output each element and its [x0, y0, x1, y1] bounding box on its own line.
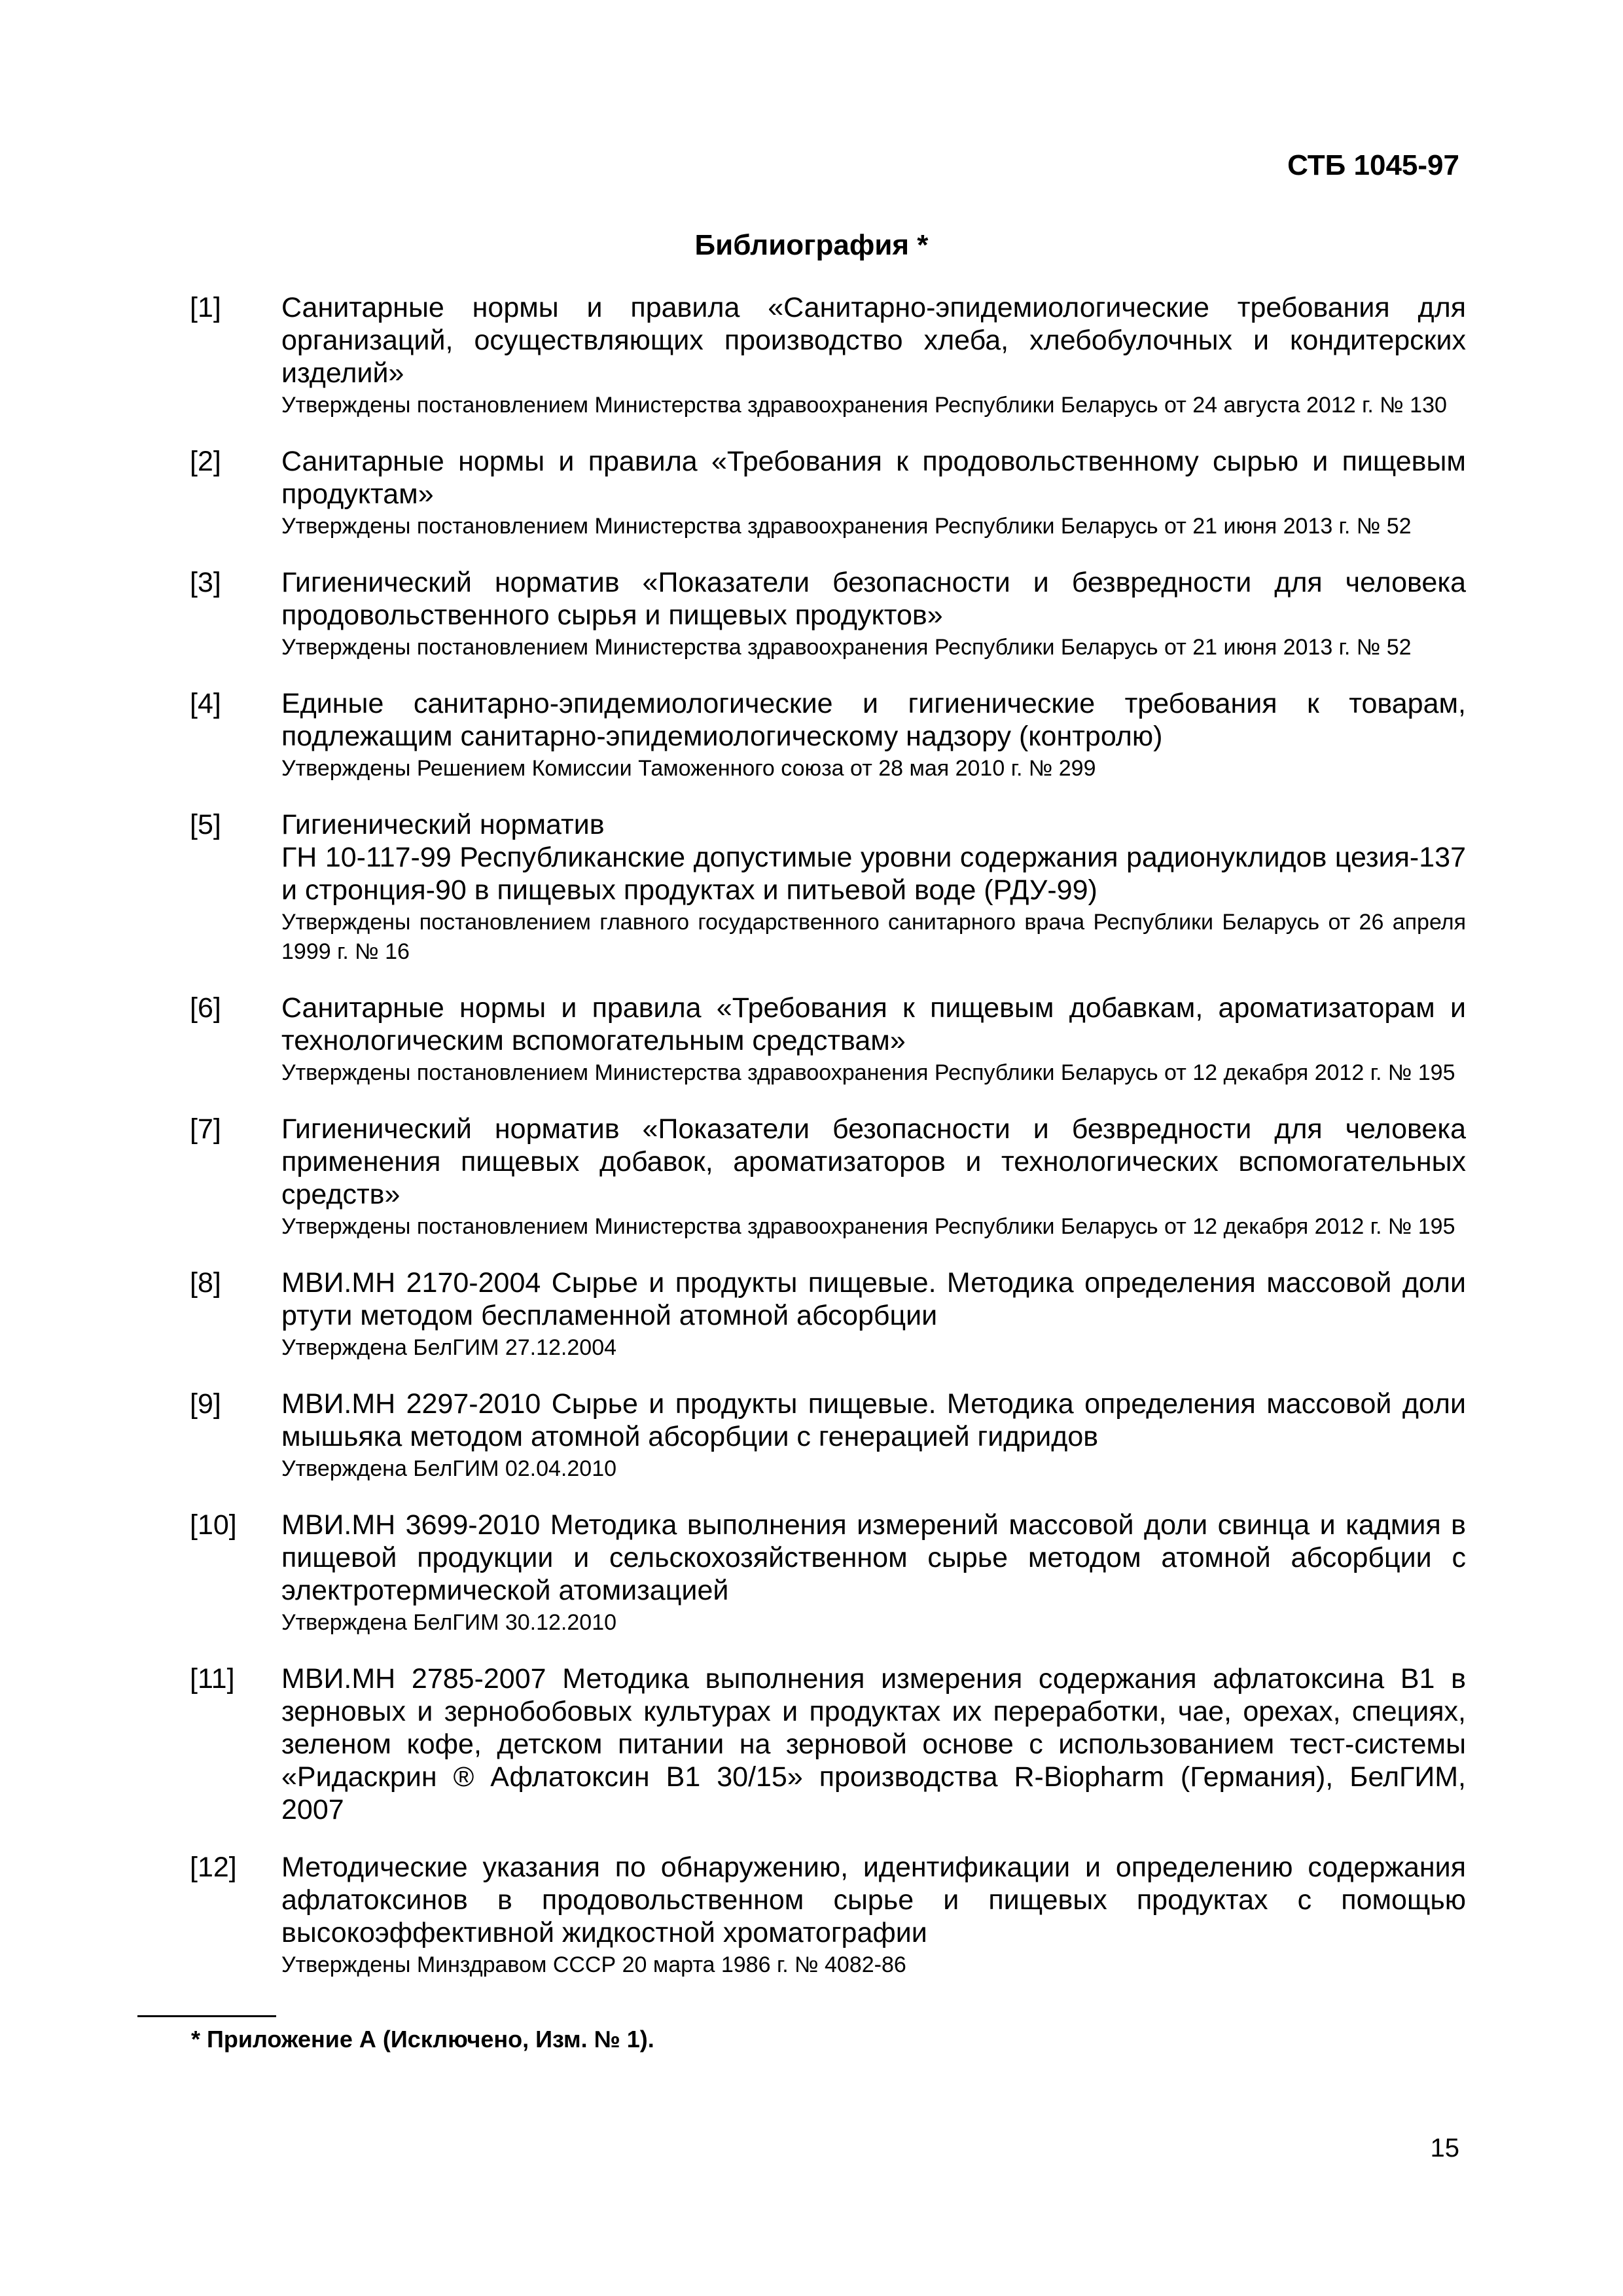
entry-approval: Утверждены постановлением Министерства здравоохранения Республики Беларусь от 12 декабря 2012 г. № 195: [281, 1214, 1455, 1239]
entry-approval: Утверждены постановлением главного государственного санитарного врача Республики Беларусь от 26 апреля 1999 г. № 16: [281, 910, 1466, 964]
entry-title: МВИ.МН 2785-2007 Методика выполнения измерения содержания афлатоксина В1 в зерновых и зернобобовых культурах и продуктах их переработки, чае, орехах, специях, зеленом кофе, детском питании на зерновой основе с использованием тест-системы «Ридаскрин ® Афлатоксин В1 30/15» производства R-Biopharm (Германия), БелГИМ, 2007: [281, 1663, 1466, 1825]
entry-number: [3]: [190, 567, 221, 598]
entry-number: [9]: [190, 1388, 221, 1420]
entry-number: [12]: [190, 1852, 237, 1883]
bibliography-entry: [190, 687, 1466, 783]
entry-title: Единые санитарно-эпидемиологические и гигиенические требования к товарам, подлежащим санитарно-эпидемиологическому надзору (контролю): [281, 688, 1466, 752]
bibliography-entry: [190, 1388, 1466, 1484]
footnote: * Приложение А (Исключено, Изм. № 1).: [191, 2026, 654, 2053]
bibliography-list: [190, 291, 1466, 2005]
entry-approval: Утверждена БелГИМ 30.12.2010: [281, 1610, 617, 1635]
entry-title: Санитарные нормы и правила «Требования к пищевым добавкам, ароматизаторам и технологическим вспомогательным средствам»: [281, 992, 1466, 1056]
bibliography-entry: [190, 1266, 1466, 1363]
entry-approval: Утверждены постановлением Министерства здравоохранения Республики Беларусь от 12 декабря 2012 г. № 195: [281, 1060, 1455, 1085]
entry-title: МВИ.МН 3699-2010 Методика выполнения измерений массовой доли свинца и кадмия в пищевой продукции и сельскохозяйственном сырье методом атомной абсорбции с электротермической атомизацией: [281, 1509, 1466, 1606]
entry-approval: Утверждена БелГИМ 02.04.2010: [281, 1456, 617, 1481]
entry-title: Санитарные нормы и правила «Требования к продовольственному сырью и пищевым продуктам»: [281, 446, 1466, 510]
entry-title: МВИ.МН 2170-2004 Сырье и продукты пищевые. Методика определения массовой доли ртути методом беспламенной атомной абсорбции: [281, 1267, 1466, 1331]
page-number: 15: [1430, 2134, 1459, 2162]
entry-title: Гигиенический норматив «Показатели безопасности и безвредности для человека продовольственного сырья и пищевых продуктов»: [281, 567, 1466, 631]
entry-approval: Утверждены Минздравом СССР 20 марта 1986 г. № 4082-86: [281, 1952, 906, 1977]
entry-number: [7]: [190, 1113, 221, 1145]
entry-number: [4]: [190, 688, 221, 719]
footnote-divider: [137, 2015, 276, 2017]
entry-number: [2]: [190, 446, 221, 477]
bibliography-entry: [190, 445, 1466, 541]
entry-title: Гигиенический норматив ГН 10-117-99 Республиканские допустимые уровни содержания радионуклидов цезия-137 и стронция-90 в пищевых продуктах и питьевой воде (РДУ-99): [281, 809, 1466, 906]
entry-title: МВИ.МН 2297-2010 Сырье и продукты пищевые. Методика определения массовой доли мышьяка методом атомной абсорбции с генерацией гидридов: [281, 1388, 1466, 1452]
entry-approval: Утверждены постановлением Министерства здравоохранения Республики Беларусь от 24 августа 2012 г. № 130: [281, 393, 1447, 418]
entry-approval: Утверждены Решением Комиссии Таможенного союза от 28 мая 2010 г. № 299: [281, 756, 1096, 781]
entry-title: Гигиенический норматив «Показатели безопасности и безвредности для человека применения пищевых добавок, ароматизаторов и технологических вспомогательных средств»: [281, 1113, 1466, 1210]
entry-title: Санитарные нормы и правила «Санитарно-эпидемиологические требования для организаций, осуществляющих производство хлеба, хлебобулочных и кондитерских изделий»: [281, 292, 1466, 389]
bibliography-entry: [190, 291, 1466, 420]
entry-number: [8]: [190, 1267, 221, 1299]
entry-number: [1]: [190, 292, 221, 323]
page-title: Библиография *: [694, 229, 929, 261]
entry-number: [5]: [190, 809, 221, 840]
bibliography-entry: [190, 1113, 1466, 1242]
entry-number: [10]: [190, 1509, 237, 1541]
entry-title: Методические указания по обнаружению, идентификации и определению содержания афлатоксинов в продовольственном сырье и пищевых продуктах с помощью высокоэффективной жидкостной хроматографии: [281, 1852, 1466, 1948]
bibliography-entry: [190, 1509, 1466, 1638]
bibliography-entry: [190, 808, 1466, 967]
bibliography-entry: [190, 1851, 1466, 1980]
entry-approval: Утверждена БелГИМ 27.12.2004: [281, 1335, 617, 1360]
entry-number: [6]: [190, 992, 221, 1024]
bibliography-entry: [190, 992, 1466, 1088]
bibliography-entry: [190, 566, 1466, 662]
entry-approval: Утверждены постановлением Министерства здравоохранения Республики Беларусь от 21 июня 2013 г. № 52: [281, 635, 1412, 660]
entry-approval: Утверждены постановлением Министерства здравоохранения Республики Беларусь от 21 июня 2013 г. № 52: [281, 514, 1412, 539]
entry-number: [11]: [190, 1663, 235, 1695]
bibliography-entry: [190, 1662, 1466, 1826]
doc-code: СТБ 1045-97: [1287, 149, 1459, 181]
